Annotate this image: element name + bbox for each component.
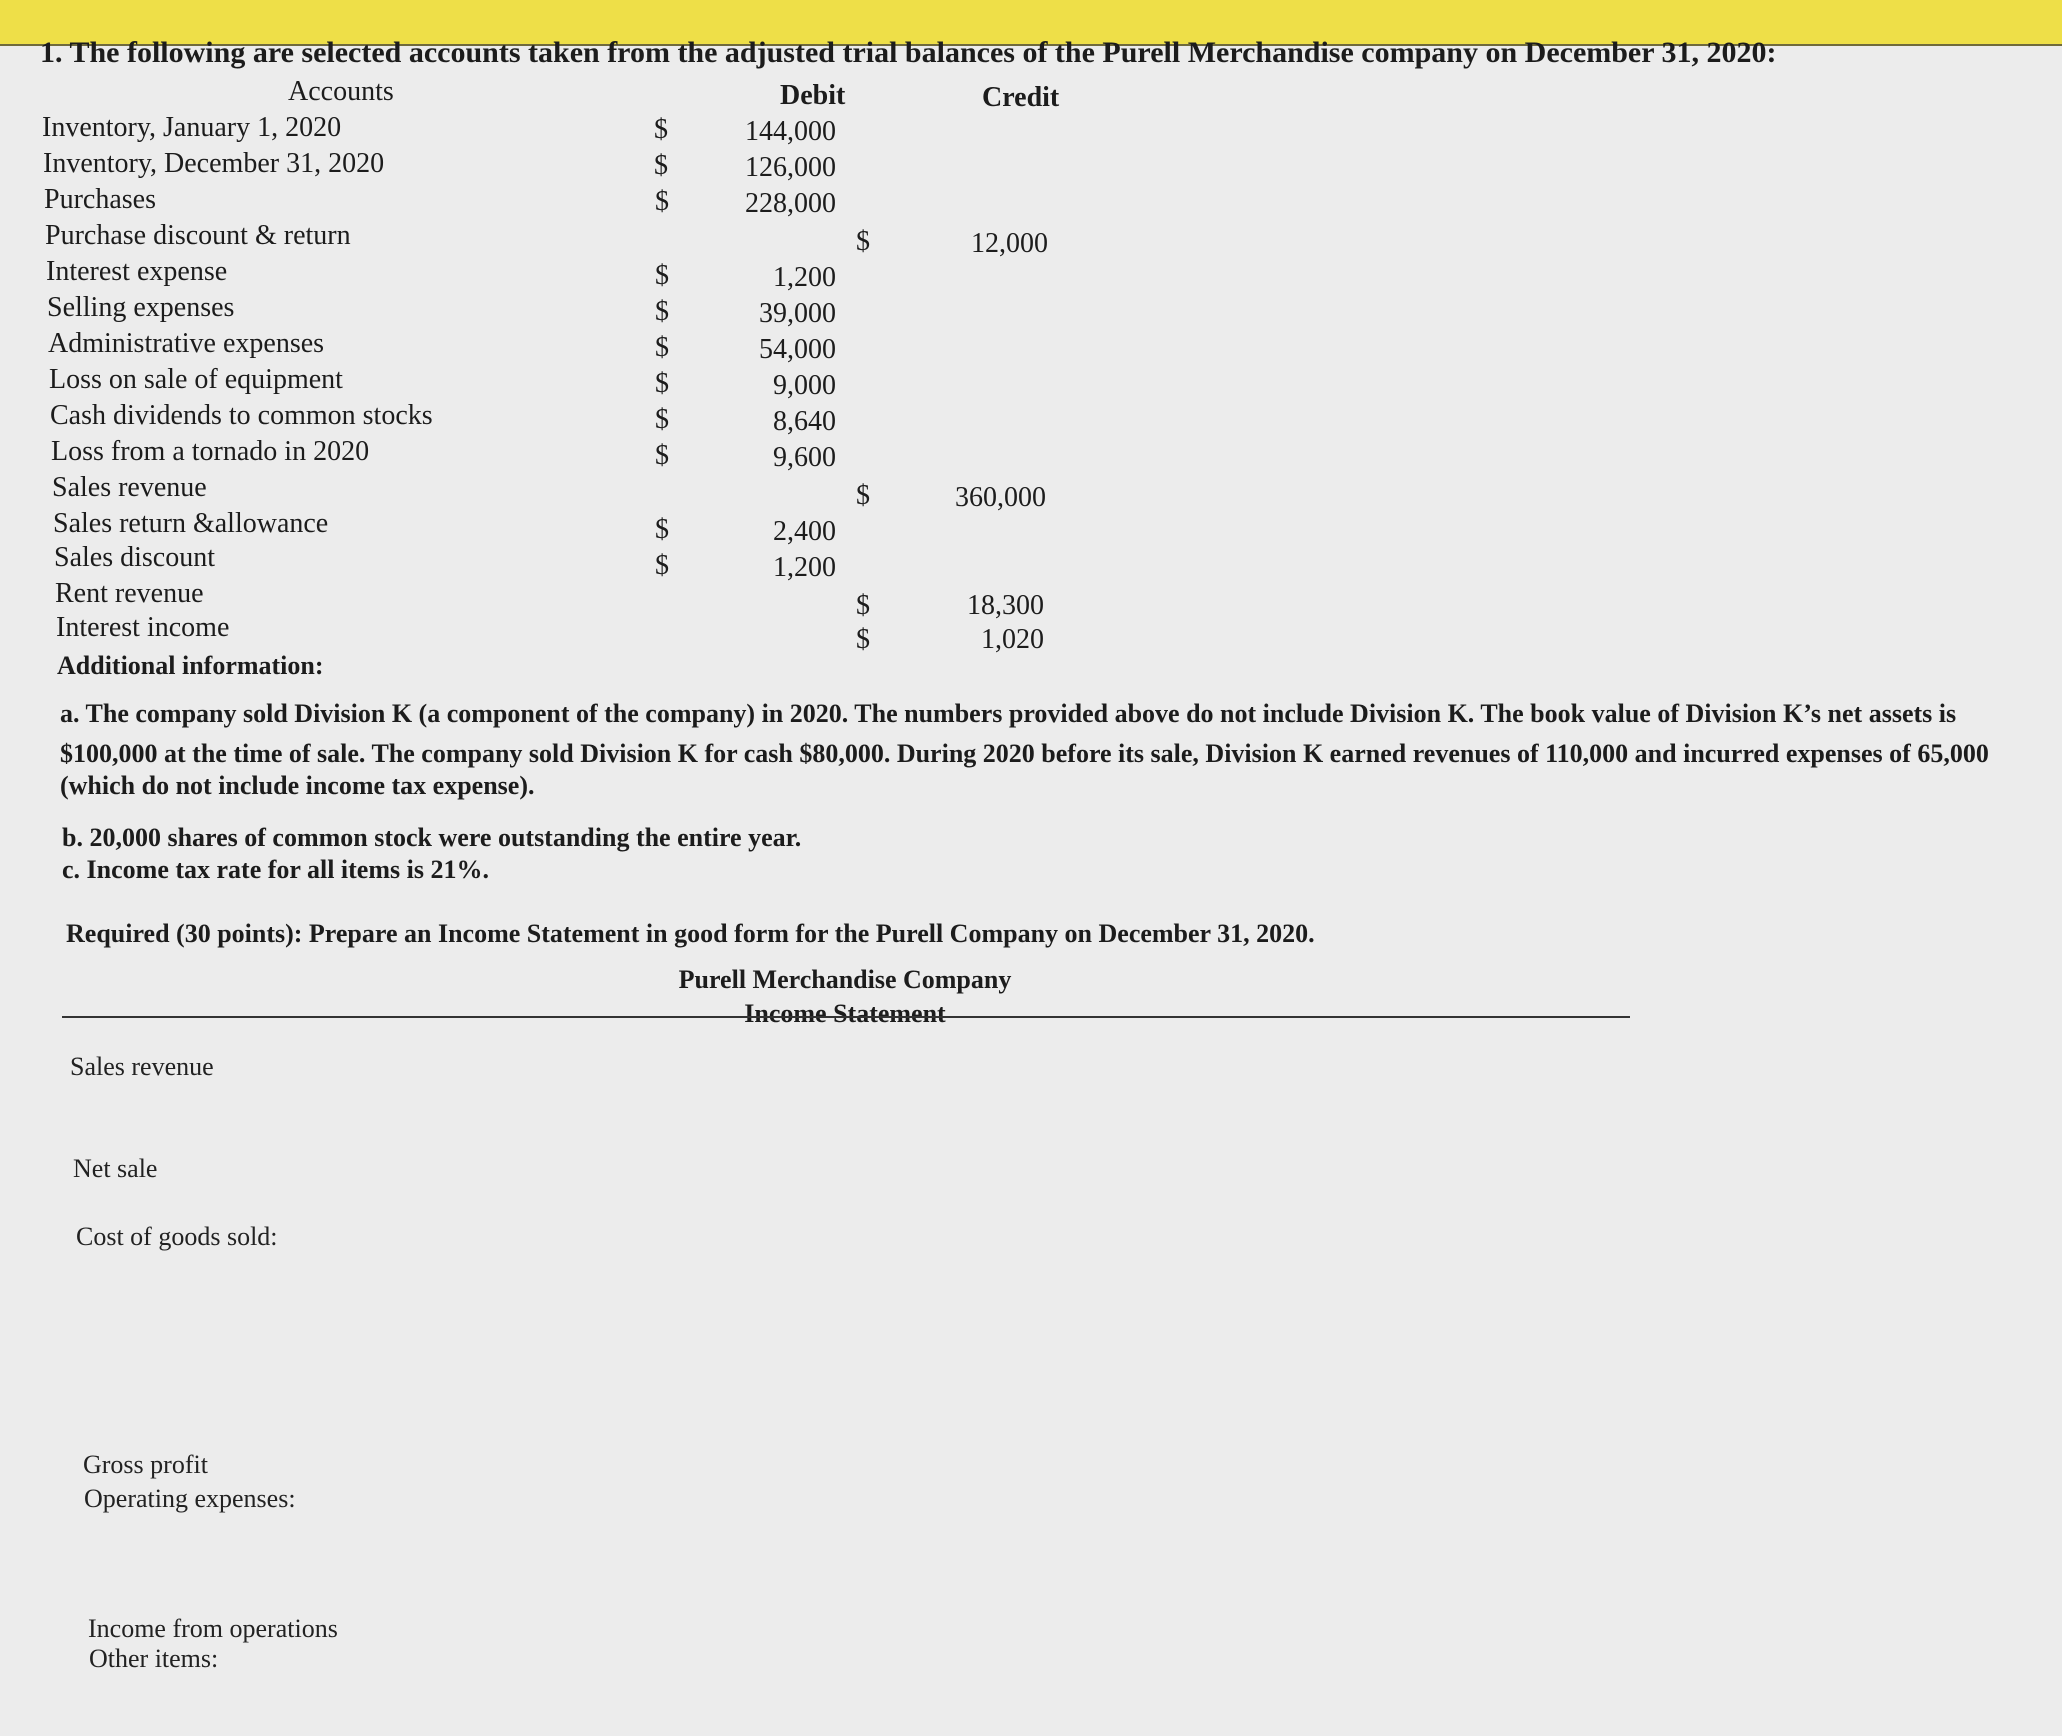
header-credit: Credit: [982, 82, 1060, 113]
dollar-sign: $: [654, 150, 668, 181]
debit-amount: 39,000: [759, 298, 836, 329]
account-name: Interest expense: [46, 256, 228, 287]
item-b: b. 20,000 shares of common stock were outstanding the entire year.: [62, 823, 802, 852]
debit-amount: 9,600: [773, 442, 836, 473]
header-accounts: Accounts: [288, 76, 394, 107]
account-name: Sales revenue: [52, 472, 207, 503]
account-name: Purchases: [44, 184, 156, 215]
item-a-line-1: a. The company sold Division K (a component of the company) in 2020. The numbers provided above do not include Division K. The book value of Division K’s net assets is: [60, 699, 1957, 728]
account-name: Loss from a tornado in 2020: [51, 436, 370, 467]
dollar-sign: $: [654, 114, 668, 145]
dollar-sign: $: [655, 368, 669, 399]
form-other-items: Other items:: [89, 1644, 219, 1673]
debit-amount: 1,200: [773, 552, 836, 583]
account-name: Loss on sale of equipment: [49, 364, 343, 395]
credit-amount: 360,000: [955, 482, 1046, 513]
account-name: Cash dividends to common stocks: [50, 400, 433, 431]
statement-header-rule: [62, 1016, 1630, 1018]
dollar-sign: $: [856, 480, 870, 511]
debit-amount: 9,000: [773, 370, 836, 401]
form-sales-revenue: Sales revenue: [70, 1052, 214, 1081]
dollar-sign: $: [655, 404, 669, 435]
dollar-sign: $: [655, 186, 669, 217]
account-name: Inventory, December 31, 2020: [43, 148, 385, 179]
dollar-sign: $: [655, 260, 669, 291]
dollar-sign: $: [856, 624, 870, 655]
item-c: c. Income tax rate for all items is 21%.: [62, 855, 489, 884]
credit-amount: 18,300: [967, 590, 1044, 621]
form-income-from-operations: Income from operations: [88, 1614, 338, 1643]
dollar-sign: $: [856, 590, 870, 621]
item-a-line-2: $100,000 at the time of sale. The company sold Division K for cash $80,000. During 2020 before its sale, Division K earned revenues of 110,000 and incurred expenses of 65,000: [60, 739, 1989, 768]
account-name: Sales discount: [54, 542, 215, 573]
debit-amount: 126,000: [745, 152, 836, 183]
form-cogs: Cost of goods sold:: [76, 1222, 278, 1251]
required-text: Required (30 points): Prepare an Income Statement in good form for the Purell Company on December 31, 2020.: [66, 919, 1315, 948]
account-name: Selling expenses: [47, 292, 235, 323]
dollar-sign: $: [655, 550, 669, 581]
problem-title: 1. The following are selected accounts taken from the adjusted trial balances of the Purell Merchandise company on December 31, 2020:: [40, 36, 1777, 69]
account-name: Sales return &allowance: [53, 508, 329, 539]
form-operating-expenses: Operating expenses:: [84, 1484, 296, 1513]
item-a-line-3: (which do not include income tax expense).: [60, 771, 535, 800]
debit-amount: 2,400: [773, 516, 836, 547]
form-gross-profit: Gross profit: [83, 1450, 208, 1479]
header-debit: Debit: [780, 80, 846, 111]
credit-amount: 1,020: [981, 624, 1044, 655]
dollar-sign: $: [655, 296, 669, 327]
dollar-sign: $: [856, 226, 870, 257]
credit-amount: 12,000: [971, 228, 1048, 259]
account-name: Administrative expenses: [48, 328, 325, 359]
additional-info-heading: Additional information:: [57, 651, 324, 680]
account-name: Interest income: [56, 612, 230, 643]
debit-amount: 54,000: [759, 334, 836, 365]
account-name: Purchase discount & return: [45, 220, 351, 251]
form-net-sale: Net sale: [73, 1154, 158, 1183]
debit-amount: 1,200: [773, 262, 836, 293]
debit-amount: 228,000: [745, 188, 836, 219]
debit-amount: 8,640: [773, 406, 836, 437]
statement-company: Purell Merchandise Company: [678, 965, 1012, 994]
dollar-sign: $: [655, 514, 669, 545]
account-name: Inventory, January 1, 2020: [42, 112, 342, 143]
debit-amount: 144,000: [745, 116, 836, 147]
dollar-sign: $: [655, 332, 669, 363]
statement-title: Income Statement: [744, 999, 946, 1028]
dollar-sign: $: [655, 440, 669, 471]
account-name: Rent revenue: [55, 578, 204, 609]
